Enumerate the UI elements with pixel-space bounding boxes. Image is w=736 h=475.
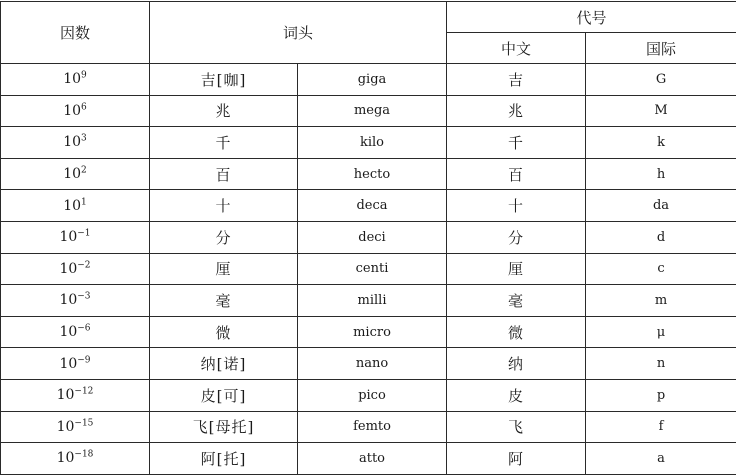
symbol-chinese-cell: 毫 xyxy=(447,285,586,317)
factor-base: 10 xyxy=(63,134,81,150)
factor-exponent: −9 xyxy=(77,355,90,365)
factor-exponent: 3 xyxy=(81,134,87,144)
table-row xyxy=(1,127,736,159)
table-row xyxy=(1,64,736,96)
symbol-international-cell: c xyxy=(586,253,736,285)
factor-exponent: −3 xyxy=(77,292,90,302)
prefix-english-cell: micro xyxy=(298,316,447,348)
symbol-chinese-cell: 十 xyxy=(447,190,586,222)
symbol-chinese-cell: 阿 xyxy=(447,443,586,475)
prefix-english-cell: hecto xyxy=(298,158,447,190)
factor-exponent: −15 xyxy=(74,418,93,428)
prefix-chinese-cell: 千 xyxy=(150,127,298,159)
table-row xyxy=(1,158,736,190)
factor-cell xyxy=(1,158,150,190)
prefix-english-cell: centi xyxy=(298,253,447,285)
symbol-international-cell: p xyxy=(586,379,736,411)
prefix-chinese-cell: 吉[咖] xyxy=(150,64,298,96)
symbol-international-cell: m xyxy=(586,285,736,317)
factor-cell xyxy=(1,190,150,222)
factor-base: 10 xyxy=(59,292,77,308)
prefix-english-cell: deca xyxy=(298,190,447,222)
prefix-chinese-cell: 飞[母托] xyxy=(150,411,298,443)
symbol-international-cell: μ xyxy=(586,316,736,348)
factor-exponent: −1 xyxy=(77,229,90,239)
symbol-international-cell: k xyxy=(586,127,736,159)
factor-base: 10 xyxy=(63,71,81,87)
symbol-chinese-cell: 百 xyxy=(447,158,586,190)
factor-base: 10 xyxy=(63,103,81,119)
symbol-chinese-cell: 千 xyxy=(447,127,586,159)
factor-cell xyxy=(1,95,150,127)
header-factor: 因数 xyxy=(1,2,150,64)
factor-exponent: −6 xyxy=(77,323,90,333)
prefix-chinese-cell: 毫 xyxy=(150,285,298,317)
symbol-chinese-cell: 兆 xyxy=(447,95,586,127)
prefix-english-cell: atto xyxy=(298,443,447,475)
factor-base: 10 xyxy=(57,419,75,435)
symbol-chinese-cell: 飞 xyxy=(447,411,586,443)
factor-exponent: −18 xyxy=(74,450,93,460)
prefix-english-cell: milli xyxy=(298,285,447,317)
prefix-english-cell: deci xyxy=(298,221,447,253)
factor-base: 10 xyxy=(59,261,77,277)
prefix-chinese-cell: 皮[可] xyxy=(150,379,298,411)
prefix-english-cell: mega xyxy=(298,95,447,127)
table-header xyxy=(1,2,736,64)
table-row xyxy=(1,348,736,380)
symbol-international-cell: f xyxy=(586,411,736,443)
factor-cell xyxy=(1,127,150,159)
symbol-international-cell: M xyxy=(586,95,736,127)
factor-cell xyxy=(1,379,150,411)
symbol-international-cell: n xyxy=(586,348,736,380)
factor-base: 10 xyxy=(57,387,75,403)
prefix-chinese-cell: 十 xyxy=(150,190,298,222)
header-symbol: 代号 xyxy=(447,2,736,33)
factor-exponent: −2 xyxy=(77,260,90,270)
factor-cell xyxy=(1,316,150,348)
symbol-international-cell: a xyxy=(586,443,736,475)
prefix-english-cell: kilo xyxy=(298,127,447,159)
header-symbol-international: 国际 xyxy=(586,33,736,64)
factor-base: 10 xyxy=(59,229,77,245)
table-row xyxy=(1,316,736,348)
symbol-chinese-cell: 吉 xyxy=(447,64,586,96)
table-body xyxy=(1,64,736,475)
factor-base: 10 xyxy=(59,356,77,372)
factor-cell xyxy=(1,221,150,253)
table-row xyxy=(1,190,736,222)
symbol-chinese-cell: 微 xyxy=(447,316,586,348)
symbol-chinese-cell: 厘 xyxy=(447,253,586,285)
header-symbol-chinese: 中文 xyxy=(447,33,586,64)
table-row xyxy=(1,253,736,285)
prefix-chinese-cell: 分 xyxy=(150,221,298,253)
symbol-international-cell: G xyxy=(586,64,736,96)
factor-exponent: 9 xyxy=(81,71,87,81)
factor-cell xyxy=(1,285,150,317)
factor-cell xyxy=(1,411,150,443)
symbol-international-cell: h xyxy=(586,158,736,190)
symbol-chinese-cell: 分 xyxy=(447,221,586,253)
factor-base: 10 xyxy=(59,324,77,340)
prefix-chinese-cell: 厘 xyxy=(150,253,298,285)
table-row xyxy=(1,411,736,443)
prefix-english-cell: giga xyxy=(298,64,447,96)
si-prefix-table xyxy=(0,1,736,475)
symbol-chinese-cell: 皮 xyxy=(447,379,586,411)
factor-exponent: 6 xyxy=(81,102,87,112)
table-row xyxy=(1,443,736,475)
header-prefix: 词头 xyxy=(150,2,447,64)
factor-base: 10 xyxy=(63,166,81,182)
prefix-chinese-cell: 百 xyxy=(150,158,298,190)
prefix-english-cell: femto xyxy=(298,411,447,443)
factor-exponent: 2 xyxy=(81,165,87,175)
factor-cell xyxy=(1,348,150,380)
prefix-chinese-cell: 微 xyxy=(150,316,298,348)
table-row xyxy=(1,285,736,317)
table-row xyxy=(1,221,736,253)
symbol-international-cell: d xyxy=(586,221,736,253)
prefix-chinese-cell: 纳[诺] xyxy=(150,348,298,380)
prefix-chinese-cell: 兆 xyxy=(150,95,298,127)
factor-exponent: −12 xyxy=(74,387,93,397)
prefix-english-cell: pico xyxy=(298,379,447,411)
table-row xyxy=(1,95,736,127)
symbol-chinese-cell: 纳 xyxy=(447,348,586,380)
prefix-english-cell: nano xyxy=(298,348,447,380)
factor-base: 10 xyxy=(57,450,75,466)
table-row xyxy=(1,379,736,411)
factor-exponent: 1 xyxy=(81,197,87,207)
factor-cell xyxy=(1,64,150,96)
symbol-international-cell: da xyxy=(586,190,736,222)
prefix-chinese-cell: 阿[托] xyxy=(150,443,298,475)
factor-cell xyxy=(1,443,150,475)
factor-base: 10 xyxy=(63,198,81,214)
factor-cell xyxy=(1,253,150,285)
